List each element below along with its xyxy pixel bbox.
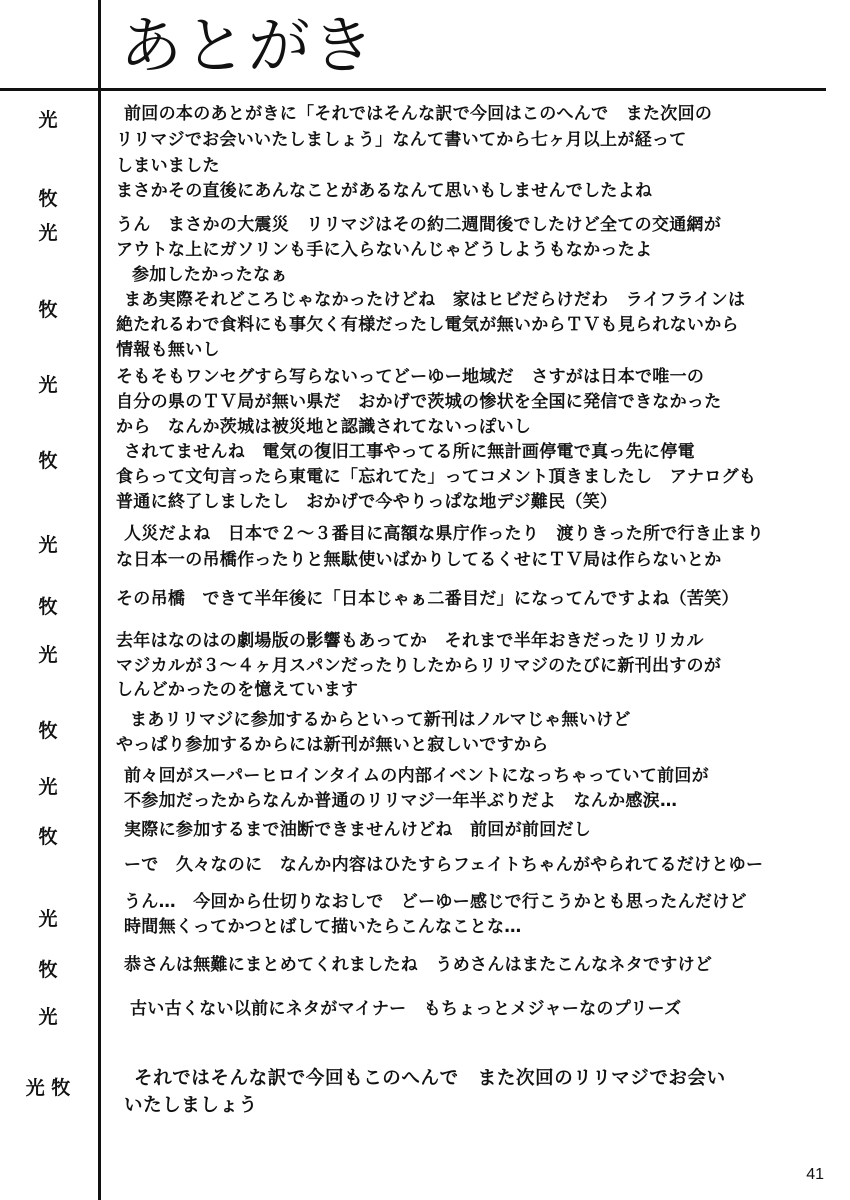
speaker-label: 光 bbox=[38, 1006, 58, 1028]
speaker-label: 光 bbox=[38, 374, 58, 396]
dialogue-line: リリマジでお会いいたしましょう」なんて書いてから七ヶ月以上が経って bbox=[116, 130, 687, 150]
speaker-label: 光 bbox=[38, 222, 58, 244]
dialogue-line: 食らって文句言ったら東電に「忘れてた」ってコメント頂きましたし アナログも bbox=[116, 467, 757, 487]
speaker-label: 光 bbox=[38, 534, 58, 556]
dialogue-line: な日本一の吊橋作ったりと無駄使いばかりしてるくせにＴＶ局は作らないとか bbox=[116, 550, 722, 570]
dialogue-line: されてませんね 電気の復旧工事やってる所に無計画停電で真っ先に停電 bbox=[124, 442, 695, 462]
dialogue-line: いたしましょう bbox=[124, 1095, 258, 1116]
speaker-label: 牧 bbox=[38, 299, 58, 321]
speaker-label: 光 bbox=[38, 908, 58, 930]
speaker-label: 牧 bbox=[38, 450, 58, 472]
speaker-label: 牧 bbox=[38, 826, 58, 848]
dialogue-line: 恭さんは無難にまとめてくれましたね うめさんはまたこんなネタですけど bbox=[124, 955, 713, 975]
dialogue-line: 自分の県のＴＶ局が無い県だ おかげで茨城の惨状を全国に発信できなかった bbox=[116, 392, 722, 412]
dialogue-line: から なんか茨城は被災地と認識されてないっぽいし bbox=[116, 417, 532, 437]
speaker-label: 光 牧 bbox=[25, 1077, 71, 1099]
dialogue-line: まあリリマジに参加するからといって新刊はノルマじゃ無いけど bbox=[130, 710, 631, 730]
speaker-label: 牧 bbox=[38, 188, 58, 210]
dialogue-line: まあ実際それどころじゃなかったけどね 家はヒビだらけだわ ライフラインは bbox=[124, 290, 746, 310]
dialogue-line: 前回の本のあとがきに「それではそんな訳で今回はこのへんで また次回の bbox=[124, 104, 713, 124]
dialogue-line: 去年はなのはの劇場版の影響もあってか それまで半年おきだったリリカル bbox=[116, 631, 704, 651]
dialogue-line: まさかその直後にあんなことがあるなんて思いもしませんでしたよね bbox=[116, 181, 653, 201]
speaker-label: 牧 bbox=[38, 720, 58, 742]
dialogue-line: しまいました bbox=[116, 156, 220, 176]
dialogue-line: それではそんな訳で今回もこのへんで また次回のリリマジでお会い bbox=[134, 1068, 726, 1089]
dialogue-line: 古い古くない以前にネタがマイナー もちょっとメジャーなのプリーズ bbox=[130, 999, 682, 1019]
dialogue-line: 絶たれるわで食料にも事欠く有様だったし電気が無いからＴＶも見られないから bbox=[116, 315, 739, 335]
page-number: 41 bbox=[806, 1166, 824, 1183]
dialogue-line: うん… 今回から仕切りなおしで どーゆー感じで行こうかとも思ったんだけど bbox=[124, 892, 747, 912]
dialogue-line: 不参加だったからなんか普通のリリマジ一年半ぶりだよ なんか感涙… bbox=[124, 791, 678, 811]
speaker-label: 牧 bbox=[38, 959, 58, 981]
speaker-label: 牧 bbox=[38, 596, 58, 618]
dialogue-line: 時間無くってかつとばして描いたらこんなことな… bbox=[124, 917, 522, 937]
dialogue-line: しんどかったのを憶えています bbox=[116, 680, 359, 700]
dialogue-line: 普通に終了しましたし おかげで今やりっぱな地デジ難民（笑） bbox=[116, 492, 618, 512]
dialogue-line: 前々回がスーパーヒロインタイムの内部イベントになっちゃっていて前回が bbox=[124, 766, 709, 786]
dialogue-line: やっぱり参加するからには新刊が無いと寂しいですから bbox=[116, 735, 549, 755]
dialogue-line: 参加したかったなぁ bbox=[132, 265, 288, 285]
dialogue-line: アウトな上にガソリンも手に入らないんじゃどうしようもなかったよ bbox=[116, 240, 653, 260]
page-title: あとがき bbox=[120, 9, 377, 82]
speaker-label: 光 bbox=[38, 109, 58, 131]
speaker-label: 光 bbox=[38, 644, 58, 666]
margin-rule-vertical bbox=[98, 0, 101, 1200]
dialogue-line: その吊橋 できて半年後に「日本じゃぁ二番目だ」になってんですよね（苦笑） bbox=[116, 589, 739, 609]
dialogue-line: 実際に参加するまで油断できませんけどね 前回が前回だし bbox=[124, 820, 592, 840]
speaker-label: 光 bbox=[38, 776, 58, 798]
header-rule-horizontal bbox=[0, 88, 826, 91]
dialogue-line: マジカルが３～４ヶ月スパンだったりしたからリリマジのたびに新刊出すのが bbox=[116, 656, 722, 676]
dialogue-line: 人災だよね 日本で２～３番目に高額な県庁作ったり 渡りきった所で行き止まり bbox=[124, 524, 765, 544]
dialogue-line: 情報も無いし bbox=[116, 340, 220, 360]
dialogue-line: そもそもワンセグすら写らないってどーゆー地域だ さすがは日本で唯一の bbox=[116, 367, 705, 387]
dialogue-line: ーで 久々なのに なんか内容はひたすらフェイトちゃんがやられてるだけとゆー bbox=[124, 855, 764, 875]
dialogue-line: うん まさかの大震災 リリマジはその約二週間後でしたけど全ての交通網が bbox=[116, 215, 722, 235]
